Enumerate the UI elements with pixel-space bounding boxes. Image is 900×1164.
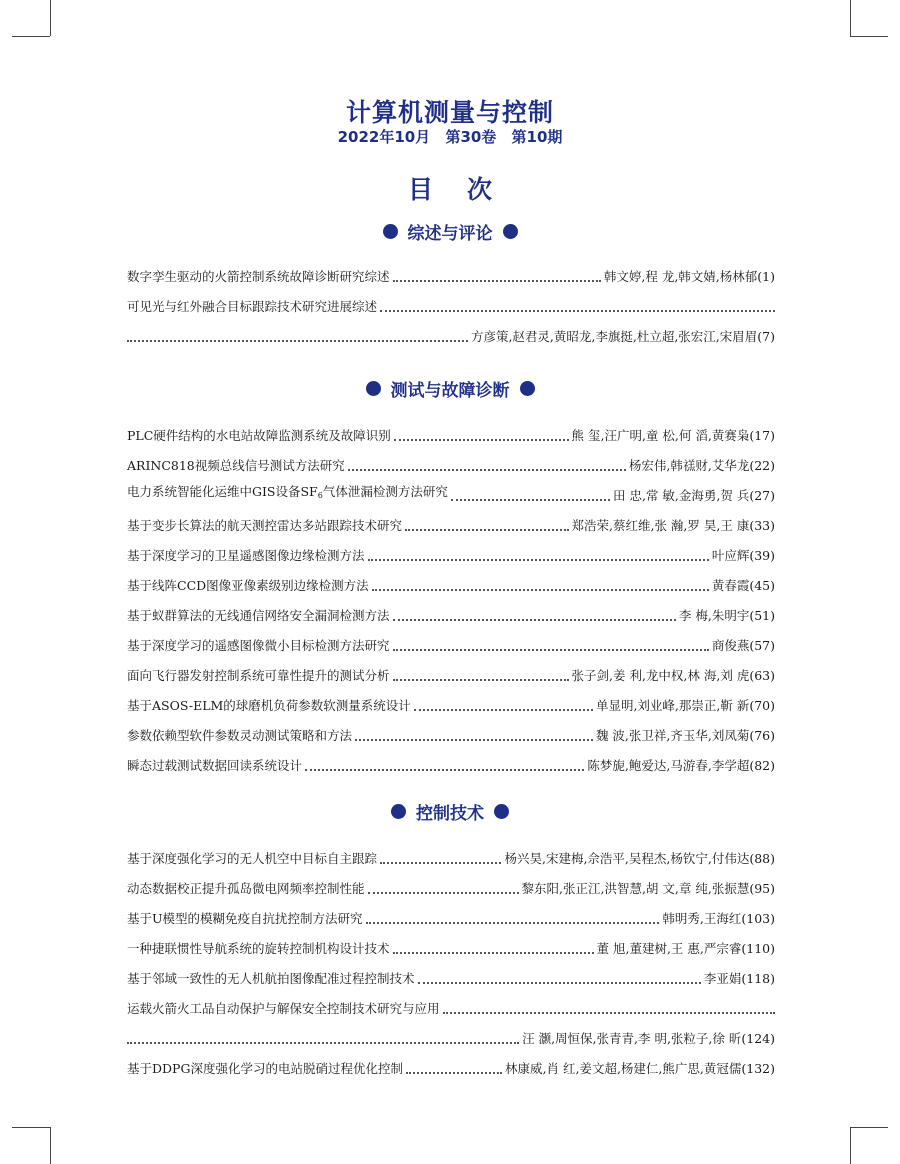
article-title: 基于邻域一致性的无人机航拍图像配准过程控制技术 [127,971,415,986]
dot-leader [451,498,610,501]
toc-entry[interactable] [127,603,775,625]
toc-entry[interactable] [127,294,775,316]
article-title: 基于ASOS-ELM的球磨机负荷参数软测量系统设计 [127,698,411,713]
article-title: 运载火箭火工品自动保护与解保安全控制技术研究与应用 [127,1001,440,1016]
article-authors: 陈梦旎,鲍爱达,马游春,李学超(82) [587,758,775,773]
toc-heading: 目次 [407,175,526,204]
article-title: 可见光与红外融合目标跟踪技术研究进展综述 [127,299,378,314]
article-title: 面向飞行器发射控制系统可靠性提升的测试分析 [127,668,390,683]
dot-leader [393,678,569,681]
dot-leader [380,861,501,864]
toc-entry[interactable] [127,753,775,775]
section-title: 控制技术 [416,804,484,824]
article-title: 基于U模型的模糊免疫自抗扰控制方法研究 [127,911,363,926]
article-title: 瞬态过载测试数据回读系统设计 [127,758,303,773]
article-authors: 韩文婷,程 龙,韩文婧,杨林郁(1) [603,269,775,284]
article-title: 参数依赖型软件参数灵动测试策略和方法 [127,728,353,743]
article-authors: 李亚娟(118) [703,971,775,986]
article-title: 基于深度学习的卫星遥感图像边缘检测方法 [127,548,365,563]
dot-leader [368,891,519,894]
toc-entry[interactable] [127,543,775,565]
toc-entry[interactable] [127,513,775,535]
journal-title: 计算机测量与控制 [345,98,554,127]
toc-entry[interactable] [127,846,775,868]
article-authors: 林康威,肖 红,姜文超,杨建仁,熊广思,黄冠儒(132) [505,1061,775,1076]
crop-mark-bottom-left [12,1127,50,1128]
dot-leader [305,768,584,771]
section-heading-control [0,799,900,824]
toc-entry[interactable] [127,723,775,745]
issue-number: 第10期 [511,128,563,146]
article-title: 基于深度强化学习的无人机空中目标自主跟踪 [127,851,378,866]
bullet-dot-icon [391,804,406,819]
issue-volume: 第30卷 [445,128,497,146]
article-title: 基于蚁群算法的无线通信网络安全漏洞检测方法 [127,608,390,623]
toc-entry[interactable] [127,663,775,685]
dot-leader [127,339,468,342]
dot-leader [372,588,709,591]
crop-mark-top-left [12,36,50,37]
section-heading-review [0,219,900,244]
crop-mark-bottom-right-v [850,1127,851,1164]
crop-mark-bottom-left-v [50,1127,51,1164]
article-authors: 杨宏伟,韩禚财,艾华龙(22) [628,458,775,473]
article-title: PLC硬件结构的水电站故障监测系统及故障识别 [127,428,391,443]
article-title: 一种捷联惯性导航系统的旋转控制机构设计技术 [127,941,390,956]
issue-line [0,126,900,147]
toc-entry[interactable] [127,936,775,958]
dot-leader [405,528,569,531]
toc-entry[interactable] [127,483,775,505]
issue-date: 2022年10月 [337,128,431,146]
article-authors: 黄春霞(45) [711,578,775,593]
dot-leader [393,951,594,954]
dot-leader [355,738,593,741]
dot-leader [418,981,701,984]
article-authors: 董 旭,董建树,王 惠,严宗睿(110) [596,941,775,956]
article-authors: 田 忠,常 敏,金海勇,贺 兵(27) [613,488,775,503]
section-title: 综述与评论 [407,224,493,244]
toc-entry[interactable] [127,264,775,286]
article-title: 基于变步长算法的航天测控雷达多站跟踪技术研究 [127,518,403,533]
dot-leader [414,708,593,711]
article-title: 动态数据校正提升孤岛微电网频率控制性能 [127,881,365,896]
dot-leader [348,468,626,471]
article-authors: 方彦策,赵君灵,黄昭龙,李旗挺,杜立超,张宏江,宋眉眉(7) [470,329,775,344]
dot-leader [443,1011,775,1014]
dot-leader [393,279,601,282]
dot-leader [406,1071,502,1074]
toc-entry[interactable] [127,573,775,595]
bullet-dot-icon [520,381,535,396]
article-authors: 商俊燕(57) [711,638,775,653]
article-authors: 叶应辉(39) [711,548,775,563]
toc-entry[interactable] [127,906,775,928]
dot-leader [127,1041,519,1044]
dot-leader [366,921,660,924]
dot-leader [380,309,775,312]
toc-entry-continuation[interactable] [127,324,775,346]
article-authors: 熊 玺,汪广明,童 松,何 滔,黄赛枭(17) [571,428,775,443]
article-authors: 韩明秀,王海红(103) [662,911,775,926]
dot-leader [393,648,709,651]
section-heading-testing [0,376,900,401]
toc-entry[interactable] [127,876,775,898]
toc-entry[interactable] [127,1056,775,1078]
toc-entry[interactable] [127,996,775,1018]
toc-entry[interactable] [127,966,775,988]
dot-leader [394,438,569,441]
toc-entry[interactable] [127,693,775,715]
dot-leader [393,618,676,621]
toc-entry-continuation[interactable] [127,1026,775,1048]
section-title: 测试与故障诊断 [390,381,510,401]
toc-entry[interactable] [127,633,775,655]
article-title: 基于深度学习的遥感图像微小目标检测方法研究 [127,638,390,653]
article-authors: 魏 波,张卫祥,齐玉华,刘凤菊(76) [595,728,775,743]
dot-leader [368,558,709,561]
toc-entry[interactable] [127,453,775,475]
article-authors: 黎东阳,张正江,洪智慧,胡 文,章 纯,张振慧(95) [521,881,775,896]
article-title: ARINC818视频总线信号测试方法研究 [127,458,345,473]
bullet-dot-icon [366,381,381,396]
toc-entry[interactable] [127,423,775,445]
bullet-dot-icon [383,224,398,239]
article-title: 基于DDPG深度强化学习的电站脱硝过程优化控制 [127,1061,403,1076]
article-authors: 李 梅,朱明宇(51) [678,608,775,623]
article-title: 电力系统智能化运维中GIS设备$SF_6$气体泄漏检测方法研究 [127,484,448,500]
article-title: 基于线阵CCD图像亚像素级别边缘检测方法 [127,578,369,593]
article-authors: 张子剑,姜 利,龙中权,林 海,刘 虎(63) [571,668,775,683]
article-title: 数字孪生驱动的火箭控制系统故障诊断研究综述 [127,269,390,284]
crop-mark-top-right-v [850,0,851,36]
article-authors: 郑浩荣,蔡红维,张 瀚,罗 昊,王 康(33) [571,518,775,533]
crop-mark-top-left-v [50,0,51,36]
crop-mark-top-right [850,36,888,37]
crop-mark-bottom-right [850,1127,888,1128]
bullet-dot-icon [494,804,509,819]
article-authors: 单显明,刘业峰,那崇正,靳 新(70) [595,698,775,713]
article-authors: 汪 灏,周恒保,张青青,李 明,张粒子,徐 昕(124) [522,1031,775,1046]
bullet-dot-icon [503,224,518,239]
article-authors: 杨兴昊,宋建梅,佘浩平,吴程杰,杨钦宁,付伟达(88) [504,851,775,866]
